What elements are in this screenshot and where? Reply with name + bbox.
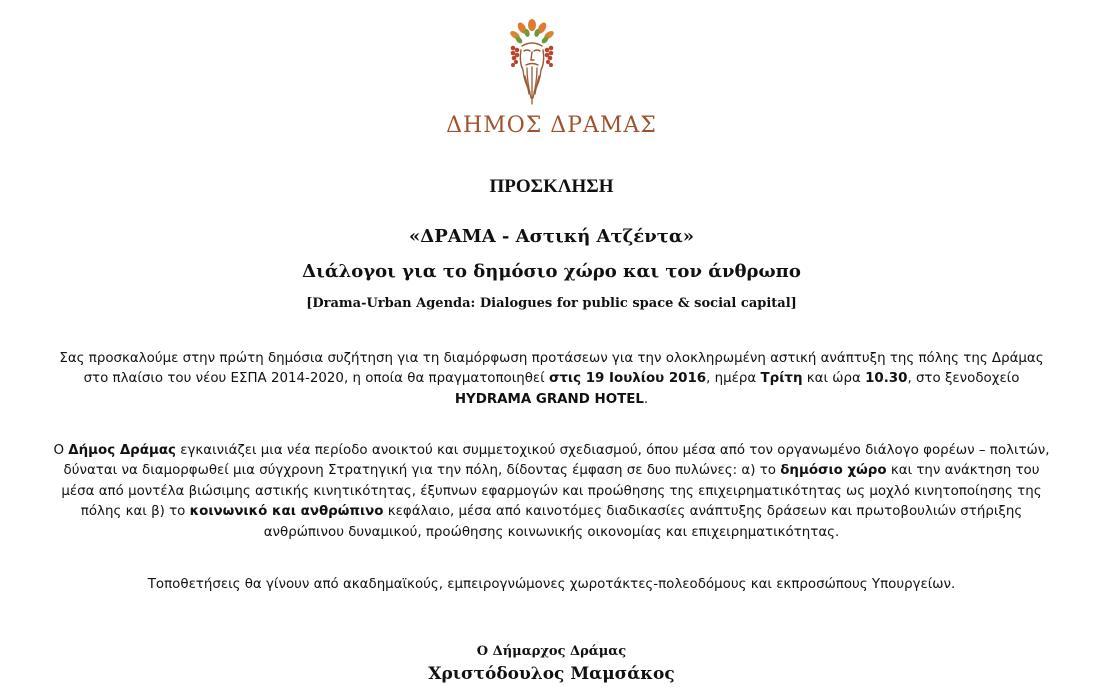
agenda-english-title: [Drama-Urban Agenda: Dialogues for public space & social capital]: [306, 296, 797, 311]
municipality-name: ΔΗΜΟΣ ΔΡΑΜΑΣ: [446, 113, 657, 138]
beard-icon: [523, 67, 541, 104]
leaf-crown-icon: [509, 19, 555, 45]
text-run: κεφάλαιο, μέσα από καινοτόμες διαδικασίες ανάπτυξης δράσεων και πρωτοβουλιών στήριξης ανθρώπινου δυναμικού, προώθησης κοινωνικής οικονομίας και επιχειρηματικότητας.: [263, 504, 1023, 540]
speakers-paragraph: Τοποθετήσεις θα γίνουν από ακαδημαϊκούς, εμπειρογνώμονες χωροτάκτες-πολεοδόμους και εκπροσώπους Υπουργείων.: [147, 577, 956, 592]
municipality-emphasis: Δήμος Δράμας: [68, 443, 176, 458]
invitation-title: ΠΡΟΣΚΛΗΣΗ: [489, 176, 614, 197]
event-day: Τρίτη: [760, 371, 803, 387]
text-run: εγκαινιάζει μια νέα περίοδο ανοικτού και συμμετοχικού σχεδιασμού, όπου μέσα από τον οργανωμένο διάλογο φορέων – πολιτών, δύναται να διαμορφωθεί μια σύγχρονη Στρατηγική για την πόλη, δίδοντας έμφαση σε δυο πυλώνες: α) το: [63, 443, 1050, 479]
face-icon: [520, 43, 543, 70]
agenda-title: «ΔΡΑΜΑ - Αστική Ατζέντα»: [409, 226, 694, 247]
agenda-subtitle: Διάλογοι για το δημόσιο χώρο και τον άνθρωπο: [302, 261, 801, 282]
text-run: Σας προσκαλούμε στην πρώτη δημόσια συζήτηση για τη διαμόρφωση προτάσεων για την ολοκληρωμένη αστική ανάπτυξη της πόλης της Δράμας στο πλαίσιο του νέου ΕΣΠΑ 2014-2020, η οποία θα πραγματοποιηθεί: [59, 351, 1044, 387]
event-venue: HYDRAMA GRAND HOTEL: [454, 391, 644, 407]
event-time: 10.30: [865, 371, 908, 387]
text-run: Ο: [53, 443, 69, 458]
dionysus-head-logo: [508, 18, 556, 110]
mayor-name: Χριστόδουλος Μαμσάκος: [428, 664, 675, 684]
text-run: και ώρα: [802, 371, 866, 387]
mayor-title: Ο Δήμαρχος Δράμας: [476, 644, 627, 659]
public-space-emphasis: δημόσιο χώρο: [780, 463, 887, 479]
text-run: , ημέρα: [706, 371, 761, 387]
text-run: .: [643, 391, 649, 407]
text-run: , στο ξενοδοχείο: [907, 371, 1020, 387]
strategy-paragraph: [45, 441, 1058, 543]
invitation-paragraph: [45, 349, 1058, 410]
social-capital-emphasis: κοινωνικό και ανθρώπινο: [189, 504, 384, 520]
event-date: στις 19 Ιουλίου 2016: [548, 371, 707, 387]
text-run: και την ανάκτηση του μέσα από μοντέλα βιώσιμης αστικής κινητικότητας, έξυπνων εφαρμογών και προώθησης της επιχειρηματικότητας ως μοχλό κινητοποίησης της πόλης και β) το: [61, 463, 1042, 520]
